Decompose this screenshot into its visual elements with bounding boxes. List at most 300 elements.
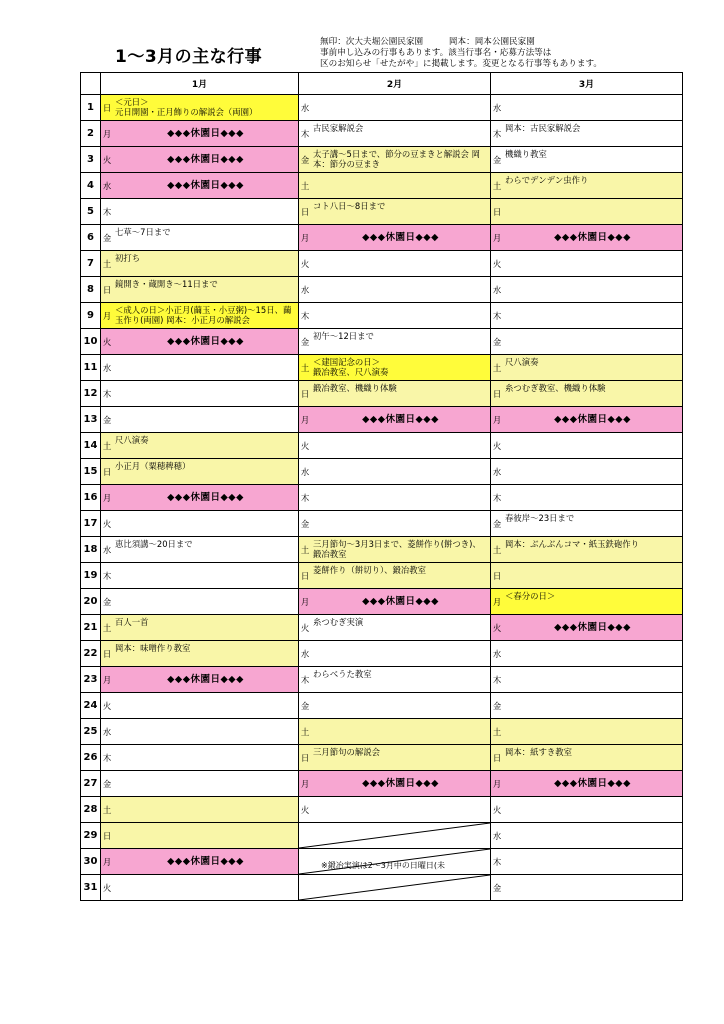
weekday-label: 木 xyxy=(492,675,502,685)
event-text: 鏡開き・蔵開き～11日まで xyxy=(115,279,218,289)
event-text: 糸つむぎ実演 xyxy=(313,617,364,627)
weekday-label: 火 xyxy=(300,441,310,451)
event-text xyxy=(503,485,682,487)
header-row xyxy=(81,73,683,95)
event-cell-mar xyxy=(491,459,683,485)
weekday-label: 火 xyxy=(102,701,112,711)
weekday-label: 月 xyxy=(102,493,112,503)
event-cell-feb xyxy=(299,667,491,693)
note-line: 事前申し込みの行事もあります。該当行事名・応募方法等は xyxy=(320,48,552,58)
event-cell-mar xyxy=(491,693,683,719)
table-row xyxy=(81,745,683,771)
day-number: 23 xyxy=(81,667,101,693)
cell-content xyxy=(299,771,490,796)
table-row xyxy=(81,303,683,329)
weekday-label: 火 xyxy=(102,883,112,893)
weekday-label: 日 xyxy=(102,831,112,841)
strike-line xyxy=(299,875,490,900)
event-text xyxy=(503,797,682,799)
cell-content xyxy=(101,251,298,276)
weekday-label: 日 xyxy=(492,753,502,763)
event-cell-mar xyxy=(491,537,683,563)
cell-content xyxy=(491,745,682,770)
cell-content xyxy=(299,199,490,224)
cell-content xyxy=(101,303,298,328)
weekday-label: 日 xyxy=(300,753,310,763)
event-text xyxy=(503,459,682,461)
weekday-label: 火 xyxy=(300,623,310,633)
cell-content xyxy=(491,537,682,562)
cell-content xyxy=(101,823,298,848)
event-cell-feb xyxy=(299,433,491,459)
weekday-label: 日 xyxy=(492,571,502,581)
day-number: 19 xyxy=(81,563,101,589)
weekday-label: 月 xyxy=(300,597,310,607)
event-text xyxy=(311,641,490,643)
event-cell-feb xyxy=(299,355,491,381)
event-text xyxy=(113,589,298,591)
event-cell-jan xyxy=(101,875,299,901)
event-text: 恵比須講～20日まで xyxy=(115,539,193,549)
event-text xyxy=(113,381,298,383)
event-text xyxy=(311,173,490,175)
cell-content xyxy=(299,173,490,198)
cell-content xyxy=(491,407,682,432)
event-text xyxy=(113,823,298,825)
cell-content xyxy=(299,485,490,510)
event-text xyxy=(113,355,298,357)
event-text xyxy=(311,251,490,253)
event-cell-feb xyxy=(299,485,491,511)
cell-content xyxy=(299,511,490,536)
event-cell-jan xyxy=(101,823,299,849)
event-text xyxy=(311,277,490,279)
event-text: 春彼岸～23日まで xyxy=(505,513,575,523)
cell-content xyxy=(101,95,298,120)
event-cell-jan xyxy=(101,797,299,823)
empty-day-cell xyxy=(299,849,491,875)
event-cell-jan xyxy=(101,407,299,433)
weekday-label: 木 xyxy=(102,753,112,763)
event-cell-mar xyxy=(491,719,683,745)
event-text: 百人一首 xyxy=(115,617,149,627)
weekday-label: 土 xyxy=(102,623,112,633)
event-text: コト八日～8日まで xyxy=(313,201,386,211)
event-cell-jan xyxy=(101,355,299,381)
event-text: 菱餅作り（餅切り）、鍛冶教室 xyxy=(313,565,427,575)
day-number: 21 xyxy=(81,615,101,641)
weekday-label: 日 xyxy=(102,467,112,477)
weekday-label: 火 xyxy=(102,155,112,165)
weekday-label: 日 xyxy=(102,103,112,113)
table-row xyxy=(81,641,683,667)
event-cell-jan xyxy=(101,173,299,199)
table-row xyxy=(81,459,683,485)
table-row xyxy=(81,381,683,407)
table-row xyxy=(81,563,683,589)
event-cell-feb xyxy=(299,251,491,277)
table-row xyxy=(81,277,683,303)
day-number: 17 xyxy=(81,511,101,537)
weekday-label: 月 xyxy=(102,129,112,139)
table-row xyxy=(81,147,683,173)
day-number: 3 xyxy=(81,147,101,173)
weekday-label: 月 xyxy=(102,675,112,685)
event-text xyxy=(311,511,490,513)
table-row xyxy=(81,849,683,875)
event-cell-mar xyxy=(491,485,683,511)
cell-content xyxy=(491,147,682,172)
weekday-label: 金 xyxy=(300,337,310,347)
cell-content xyxy=(299,641,490,666)
table-row xyxy=(81,667,683,693)
cell-content xyxy=(101,329,298,354)
event-text xyxy=(311,303,490,305)
cell-content xyxy=(491,277,682,302)
table-row xyxy=(81,537,683,563)
event-text xyxy=(311,95,490,97)
cell-content xyxy=(101,615,298,640)
weekday-label: 木 xyxy=(102,571,112,581)
weekday-label: 日 xyxy=(102,649,112,659)
event-text: わらでデンデン虫作り xyxy=(505,175,589,185)
event-cell-mar xyxy=(491,563,683,589)
weekday-label: 木 xyxy=(492,311,502,321)
cell-content xyxy=(491,693,682,718)
event-cell-feb xyxy=(299,147,491,173)
cell-content xyxy=(299,407,490,432)
closed-day-label: ◆◆◆休園日◆◆◆ xyxy=(167,180,244,191)
event-text xyxy=(113,563,298,565)
weekday-label: 土 xyxy=(492,727,502,737)
header-blank xyxy=(81,73,101,95)
cell-content xyxy=(491,199,682,224)
event-text xyxy=(113,719,298,721)
cell-content xyxy=(299,719,490,744)
weekday-label: 木 xyxy=(300,311,310,321)
event-cell-mar xyxy=(491,589,683,615)
event-cell-mar xyxy=(491,849,683,875)
day-number: 14 xyxy=(81,433,101,459)
weekday-label: 水 xyxy=(492,103,502,113)
cell-content xyxy=(491,849,682,874)
event-text: 岡本：ぶんぶんコマ・紙玉鉄砲作り xyxy=(505,539,639,549)
closed-day-label: ◆◆◆休園日◆◆◆ xyxy=(167,128,244,139)
event-cell-mar xyxy=(491,511,683,537)
event-text xyxy=(113,199,298,201)
event-cell-jan xyxy=(101,771,299,797)
event-cell-mar xyxy=(491,771,683,797)
event-cell-feb xyxy=(299,95,491,121)
cell-content xyxy=(299,381,490,406)
cell-content xyxy=(101,589,298,614)
day-number: 24 xyxy=(81,693,101,719)
event-text xyxy=(311,433,490,435)
event-text: わらべうた教室 xyxy=(313,669,372,679)
event-cell-mar xyxy=(491,173,683,199)
weekday-label: 火 xyxy=(492,441,502,451)
weekday-label: 土 xyxy=(300,363,310,373)
blacksmith-note: ※鍛冶実演は2～3月中の日曜日(未 xyxy=(321,861,446,870)
cell-content xyxy=(491,303,682,328)
weekday-label: 金 xyxy=(300,155,310,165)
event-cell-feb xyxy=(299,641,491,667)
table-row xyxy=(81,485,683,511)
event-text xyxy=(503,849,682,851)
weekday-label: 水 xyxy=(102,727,112,737)
weekday-label: 日 xyxy=(492,207,502,217)
event-cell-feb xyxy=(299,511,491,537)
table-row xyxy=(81,95,683,121)
header-month-mar: 3月 xyxy=(491,73,683,95)
event-cell-feb xyxy=(299,771,491,797)
weekday-label: 火 xyxy=(492,805,502,815)
event-cell-feb xyxy=(299,381,491,407)
weekday-label: 火 xyxy=(492,259,502,269)
event-cell-jan xyxy=(101,511,299,537)
day-number: 22 xyxy=(81,641,101,667)
day-number: 13 xyxy=(81,407,101,433)
event-cell-jan xyxy=(101,277,299,303)
cell-content xyxy=(299,459,490,484)
event-text: 岡本：古民家解説会 xyxy=(505,123,581,133)
table-row xyxy=(81,173,683,199)
day-number: 4 xyxy=(81,173,101,199)
weekday-label: 土 xyxy=(300,545,310,555)
cell-content xyxy=(299,693,490,718)
cell-content xyxy=(491,433,682,458)
event-cell-jan xyxy=(101,147,299,173)
cell-content xyxy=(101,537,298,562)
weekday-label: 火 xyxy=(102,519,112,529)
cell-content xyxy=(299,303,490,328)
day-number: 7 xyxy=(81,251,101,277)
event-text: 三月節句～3月3日まで、菱餅作り(餅つき)、鍛冶教室 xyxy=(313,539,481,559)
event-cell-jan xyxy=(101,303,299,329)
cell-content xyxy=(299,329,490,354)
cell-content xyxy=(299,537,490,562)
event-text xyxy=(503,693,682,695)
header-notes xyxy=(320,37,700,70)
cell-content xyxy=(491,771,682,796)
day-number: 27 xyxy=(81,771,101,797)
event-cell-jan xyxy=(101,225,299,251)
weekday-label: 土 xyxy=(492,181,502,191)
weekday-label: 月 xyxy=(102,857,112,867)
event-cell-jan xyxy=(101,121,299,147)
closed-day-label: ◆◆◆休園日◆◆◆ xyxy=(167,492,244,503)
event-text xyxy=(503,823,682,825)
weekday-label: 金 xyxy=(102,597,112,607)
event-cell-feb xyxy=(299,615,491,641)
event-text xyxy=(311,797,490,799)
weekday-label: 水 xyxy=(300,285,310,295)
weekday-label: 金 xyxy=(492,701,502,711)
cell-content xyxy=(101,641,298,666)
event-text xyxy=(503,563,682,565)
event-cell-jan xyxy=(101,433,299,459)
event-cell-mar xyxy=(491,147,683,173)
event-cell-feb xyxy=(299,797,491,823)
cell-content xyxy=(101,667,298,692)
event-text xyxy=(113,693,298,695)
event-text: 岡本：味噌作り教室 xyxy=(115,643,191,653)
weekday-label: 月 xyxy=(102,311,112,321)
event-cell-jan xyxy=(101,251,299,277)
cell-content xyxy=(101,459,298,484)
weekday-label: 金 xyxy=(102,415,112,425)
event-cell-mar xyxy=(491,303,683,329)
closed-day-label: ◆◆◆休園日◆◆◆ xyxy=(167,674,244,685)
event-cell-feb xyxy=(299,537,491,563)
cell-content xyxy=(299,745,490,770)
cell-content xyxy=(491,329,682,354)
event-cell-mar xyxy=(491,199,683,225)
weekday-label: 金 xyxy=(300,701,310,711)
day-number: 12 xyxy=(81,381,101,407)
weekday-label: 水 xyxy=(300,649,310,659)
cell-content xyxy=(491,121,682,146)
event-text xyxy=(503,277,682,279)
event-cell-feb xyxy=(299,563,491,589)
cell-content xyxy=(491,797,682,822)
weekday-label: 木 xyxy=(492,493,502,503)
table-row xyxy=(81,797,683,823)
cell-content xyxy=(491,381,682,406)
cell-content xyxy=(101,433,298,458)
weekday-label: 金 xyxy=(300,519,310,529)
day-number: 18 xyxy=(81,537,101,563)
table-row xyxy=(81,719,683,745)
weekday-label: 金 xyxy=(492,519,502,529)
cell-content xyxy=(101,355,298,380)
table-row xyxy=(81,823,683,849)
weekday-label: 日 xyxy=(102,285,112,295)
cell-content xyxy=(491,173,682,198)
day-number: 11 xyxy=(81,355,101,381)
page-title: 1～3月の主な行事 xyxy=(115,47,263,67)
closed-day-label: ◆◆◆休園日◆◆◆ xyxy=(167,336,244,347)
event-text: 初午～12日まで xyxy=(313,331,374,341)
table-row xyxy=(81,875,683,901)
weekday-label: 日 xyxy=(300,389,310,399)
table-row xyxy=(81,329,683,355)
event-text: 尺八演奏 xyxy=(115,435,149,445)
cell-content xyxy=(491,615,682,640)
weekday-label: 土 xyxy=(102,805,112,815)
event-text: ＜建国記念の日＞ 鍛冶教室、尺八演奏 xyxy=(313,357,389,377)
cell-content xyxy=(101,719,298,744)
closed-day-label: ◆◆◆休園日◆◆◆ xyxy=(362,232,439,243)
event-cell-jan xyxy=(101,589,299,615)
cell-content xyxy=(491,95,682,120)
cell-content xyxy=(491,355,682,380)
table-row xyxy=(81,693,683,719)
event-text: 尺八演奏 xyxy=(505,357,539,367)
header-month-feb: 2月 xyxy=(299,73,491,95)
weekday-label: 月 xyxy=(300,233,310,243)
closed-day-label: ◆◆◆休園日◆◆◆ xyxy=(554,622,631,633)
event-text xyxy=(311,485,490,487)
event-text: 三月節句の解説会 xyxy=(313,747,380,757)
event-text xyxy=(113,407,298,409)
weekday-label: 月 xyxy=(492,597,502,607)
event-cell-mar xyxy=(491,381,683,407)
cell-content xyxy=(491,641,682,666)
day-number: 25 xyxy=(81,719,101,745)
event-text: 鍛冶教室、機織り体験 xyxy=(313,383,397,393)
empty-day-cell xyxy=(299,823,491,849)
table-row xyxy=(81,433,683,459)
event-cell-jan xyxy=(101,849,299,875)
cell-content xyxy=(101,381,298,406)
event-text xyxy=(113,875,298,877)
weekday-label: 金 xyxy=(102,233,112,243)
event-cell-mar xyxy=(491,251,683,277)
event-cell-mar xyxy=(491,95,683,121)
cell-content xyxy=(491,563,682,588)
note-line: 無印：次大夫堀公園民家園 岡本：岡本公園民家園 xyxy=(320,37,535,47)
event-text xyxy=(503,95,682,97)
event-cell-mar xyxy=(491,641,683,667)
event-cell-jan xyxy=(101,459,299,485)
event-cell-mar xyxy=(491,407,683,433)
table-row xyxy=(81,251,683,277)
event-cell-feb xyxy=(299,329,491,355)
cell-content xyxy=(299,615,490,640)
event-text xyxy=(113,511,298,513)
weekday-label: 水 xyxy=(102,545,112,555)
cell-content xyxy=(101,693,298,718)
event-text: 太子講～5日まで、節分の豆まきと解説会 岡本：節分の豆まき xyxy=(313,149,480,169)
day-number: 10 xyxy=(81,329,101,355)
event-cell-jan xyxy=(101,641,299,667)
cell-content xyxy=(101,121,298,146)
table-row xyxy=(81,589,683,615)
weekday-label: 土 xyxy=(102,441,112,451)
weekday-label: 土 xyxy=(102,259,112,269)
event-calendar-table xyxy=(80,72,683,901)
closed-day-label: ◆◆◆休園日◆◆◆ xyxy=(362,414,439,425)
day-number: 30 xyxy=(81,849,101,875)
cell-content xyxy=(101,199,298,224)
event-cell-jan xyxy=(101,719,299,745)
weekday-label: 木 xyxy=(492,129,502,139)
cell-content xyxy=(299,355,490,380)
cell-content xyxy=(491,459,682,484)
weekday-label: 木 xyxy=(300,493,310,503)
event-text xyxy=(503,303,682,305)
cell-content xyxy=(101,277,298,302)
weekday-label: 木 xyxy=(102,207,112,217)
table-row xyxy=(81,121,683,147)
event-cell-mar xyxy=(491,329,683,355)
table-row xyxy=(81,771,683,797)
cell-content xyxy=(299,277,490,302)
weekday-label: 土 xyxy=(300,181,310,191)
cell-content xyxy=(299,563,490,588)
event-cell-jan xyxy=(101,693,299,719)
cell-content xyxy=(491,667,682,692)
event-text xyxy=(113,745,298,747)
weekday-label: 日 xyxy=(300,207,310,217)
closed-day-label: ◆◆◆休園日◆◆◆ xyxy=(167,856,244,867)
event-cell-mar xyxy=(491,433,683,459)
weekday-label: 水 xyxy=(492,649,502,659)
cell-content xyxy=(101,849,298,874)
event-text xyxy=(503,875,682,877)
event-text: 岡本：紙すき教室 xyxy=(505,747,572,757)
